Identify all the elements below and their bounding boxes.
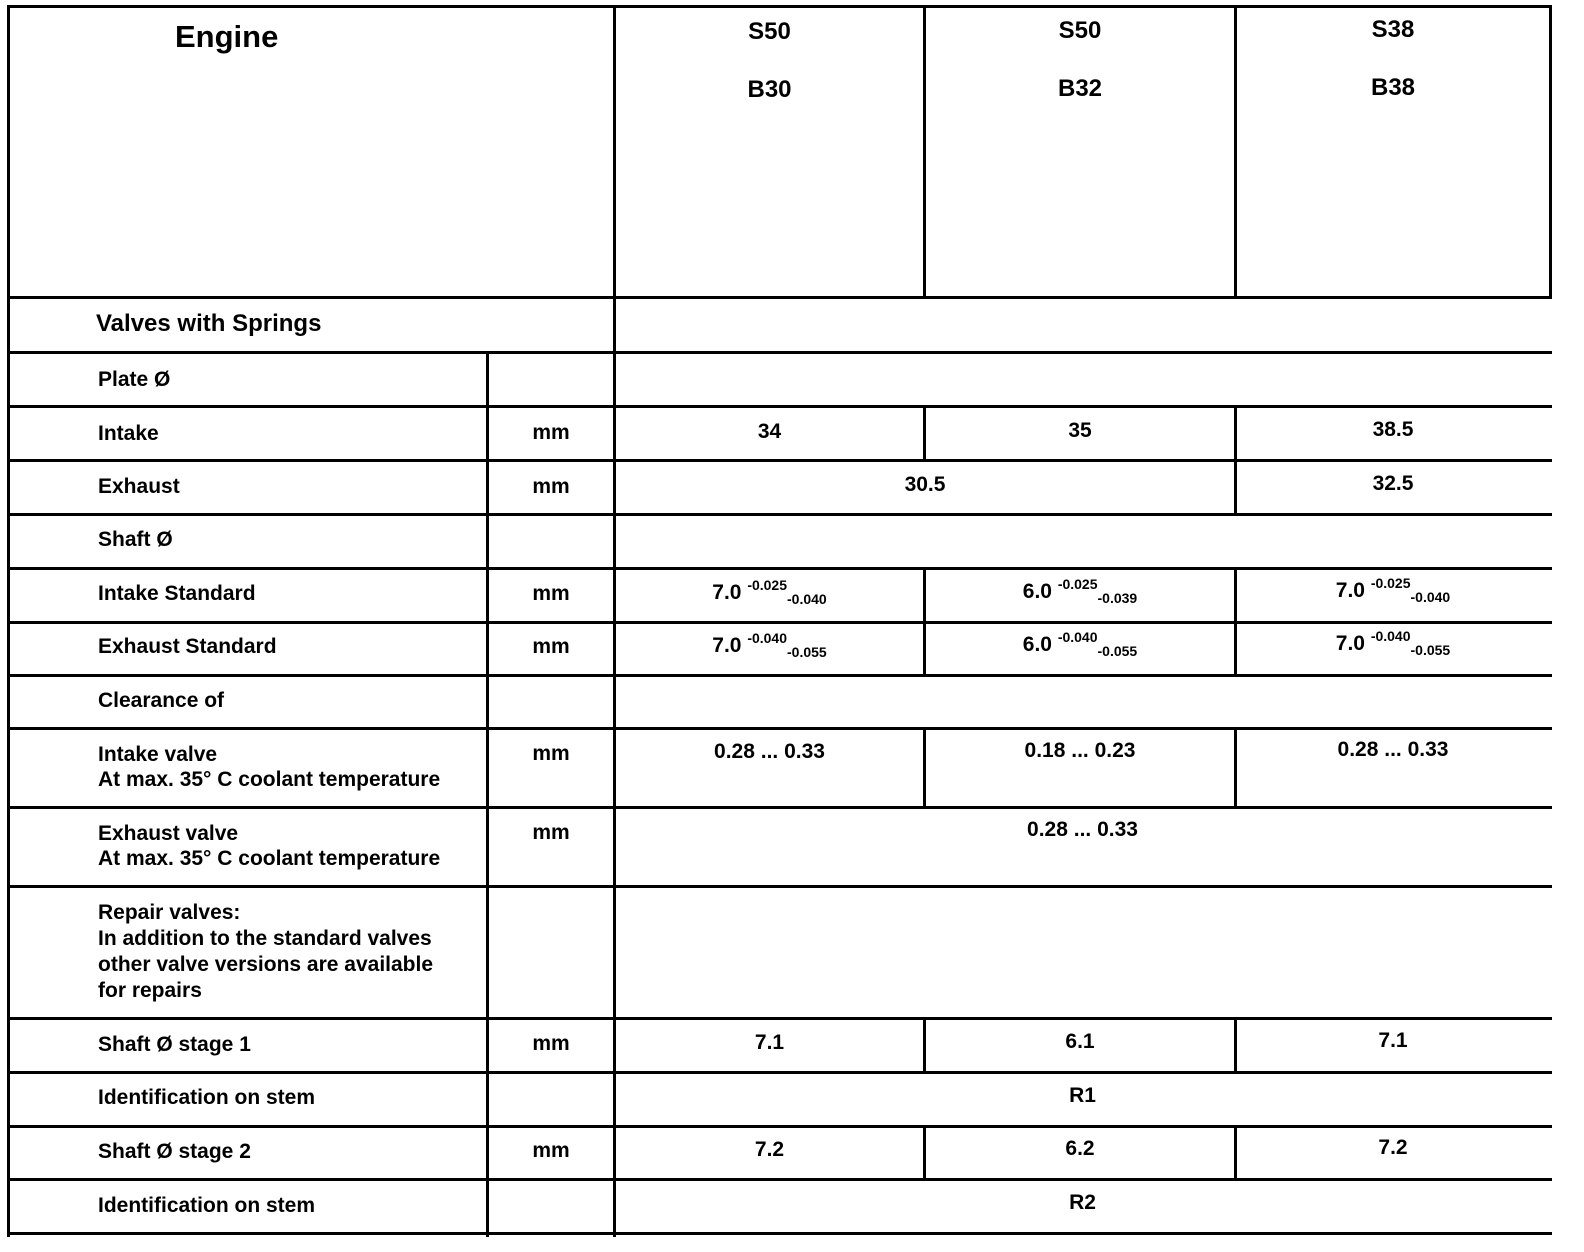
column-header-model: S38 bbox=[1371, 16, 1415, 43]
row-label-shaft-stage-2: Shaft Ø stage 2 bbox=[98, 1140, 251, 1163]
tolerance-value bbox=[616, 577, 923, 607]
value-cell: R1 bbox=[1069, 1084, 1096, 1107]
repair-note-line: Repair valves: bbox=[98, 901, 241, 924]
unit-mm: mm bbox=[532, 475, 570, 498]
grid-line bbox=[7, 567, 1552, 570]
grid-line bbox=[7, 727, 1552, 730]
value-cell: 0.28 ... 0.33 bbox=[1337, 738, 1449, 761]
tolerance-base: 7.0 bbox=[1335, 632, 1365, 655]
row-label-intake-standard: Intake Standard bbox=[98, 582, 256, 605]
grid-line bbox=[1234, 5, 1237, 299]
unit-mm: mm bbox=[532, 421, 570, 444]
repair-note-line: In addition to the standard valves bbox=[98, 927, 432, 950]
tolerance-value bbox=[1237, 628, 1549, 658]
tolerance-base: 6.0 bbox=[1022, 633, 1052, 656]
tolerance-upper: -0.025 bbox=[1057, 576, 1098, 592]
column-header-model: S50 bbox=[1058, 17, 1102, 44]
row-label-exhaust: Exhaust bbox=[98, 475, 180, 498]
grid-line bbox=[7, 351, 1552, 354]
repair-note-line: for repairs bbox=[98, 979, 202, 1002]
value-cell: 6.2 bbox=[1065, 1137, 1095, 1160]
tolerance-upper: -0.025 bbox=[747, 577, 788, 593]
tolerance-lower: -0.055 bbox=[787, 644, 827, 660]
grid-line bbox=[7, 405, 1552, 408]
value-cell: 7.1 bbox=[754, 1031, 785, 1054]
unit-mm: mm bbox=[532, 742, 570, 765]
grid-line bbox=[7, 674, 1552, 677]
tolerance-base: 7.0 bbox=[712, 581, 742, 604]
tolerance-upper: -0.040 bbox=[1370, 628, 1411, 644]
grid-line bbox=[7, 513, 1552, 516]
unit-mm: mm bbox=[532, 582, 570, 605]
tolerance-base: 7.0 bbox=[712, 634, 742, 657]
grid-line bbox=[7, 1125, 1552, 1128]
tolerance-value bbox=[926, 576, 1234, 606]
row-label-intake: Intake bbox=[98, 422, 159, 445]
grid-line bbox=[7, 459, 1552, 462]
grid-line bbox=[7, 1232, 1552, 1235]
column-header-model: S50 bbox=[748, 18, 791, 45]
tolerance-base: 6.0 bbox=[1022, 580, 1052, 603]
row-label-clearance: Clearance of bbox=[98, 689, 225, 712]
tolerance-base: 7.0 bbox=[1335, 579, 1365, 602]
tolerance-value bbox=[616, 630, 923, 660]
unit-mm: mm bbox=[532, 1139, 570, 1162]
value-cell: 7.2 bbox=[754, 1138, 785, 1161]
value-cell: 32.5 bbox=[1372, 472, 1414, 495]
repair-note-line: other valve versions are available bbox=[98, 953, 434, 976]
row-sublabel-exhaust-valve: At max. 35° C coolant temperature bbox=[98, 847, 441, 870]
grid-line bbox=[7, 1071, 1552, 1074]
tolerance-lower: -0.040 bbox=[787, 591, 827, 607]
column-header-variant: B32 bbox=[1057, 75, 1103, 102]
grid-line bbox=[923, 5, 926, 299]
value-cell: 7.2 bbox=[1378, 1136, 1408, 1159]
grid-line bbox=[7, 5, 1552, 8]
tolerance-lower: -0.055 bbox=[1410, 642, 1451, 658]
value-cell: 6.1 bbox=[1065, 1030, 1095, 1053]
value-cell: 38.5 bbox=[1372, 418, 1414, 441]
row-label-identification: Identification on stem bbox=[98, 1086, 316, 1109]
grid-line bbox=[1549, 5, 1552, 299]
unit-mm: mm bbox=[532, 1032, 570, 1055]
valve-spec-table bbox=[7, 5, 1552, 1237]
grid-line bbox=[7, 1017, 1552, 1020]
row-sublabel-intake-valve: At max. 35° C coolant temperature bbox=[98, 768, 441, 791]
row-label-exhaust-valve: Exhaust valve bbox=[98, 822, 239, 845]
row-label-intake-valve: Intake valve bbox=[98, 743, 218, 766]
value-cell: 34 bbox=[757, 420, 782, 443]
tolerance-lower: -0.055 bbox=[1097, 643, 1138, 659]
grid-line bbox=[7, 806, 1552, 809]
value-cell: 7.1 bbox=[1378, 1029, 1408, 1052]
value-cell: 0.28 ... 0.33 bbox=[714, 740, 825, 763]
tolerance-value bbox=[1237, 575, 1549, 605]
grid-line bbox=[7, 621, 1552, 624]
value-cell: 0.28 ... 0.33 bbox=[1027, 818, 1138, 841]
unit-mm: mm bbox=[532, 821, 570, 844]
grid-line bbox=[7, 885, 1552, 888]
grid-line bbox=[7, 296, 1552, 299]
row-label-exhaust-standard: Exhaust Standard bbox=[98, 635, 277, 658]
unit-mm: mm bbox=[532, 635, 570, 658]
row-label-shaft: Shaft Ø bbox=[98, 528, 173, 551]
tolerance-upper: -0.025 bbox=[1370, 575, 1411, 591]
tolerance-lower: -0.040 bbox=[1410, 589, 1451, 605]
engine-header: Engine bbox=[175, 19, 279, 54]
column-header-variant: B38 bbox=[1370, 74, 1416, 101]
column-header-variant: B30 bbox=[747, 76, 792, 103]
value-cell: 35 bbox=[1068, 419, 1092, 442]
tolerance-lower: -0.039 bbox=[1097, 590, 1138, 606]
grid-line bbox=[7, 5, 10, 1237]
section-title: Valves with Springs bbox=[96, 310, 322, 337]
value-cell: 30.5 bbox=[904, 473, 946, 496]
grid-line bbox=[7, 1178, 1552, 1181]
row-label-shaft-stage-1: Shaft Ø stage 1 bbox=[98, 1033, 251, 1056]
tolerance-value bbox=[926, 629, 1234, 659]
value-cell: R2 bbox=[1069, 1191, 1096, 1214]
value-cell: 0.18 ... 0.23 bbox=[1024, 739, 1136, 762]
row-label-identification: Identification on stem bbox=[98, 1194, 316, 1217]
row-label-plate: Plate Ø bbox=[98, 368, 171, 391]
tolerance-upper: -0.040 bbox=[747, 630, 788, 646]
tolerance-upper: -0.040 bbox=[1057, 629, 1098, 645]
